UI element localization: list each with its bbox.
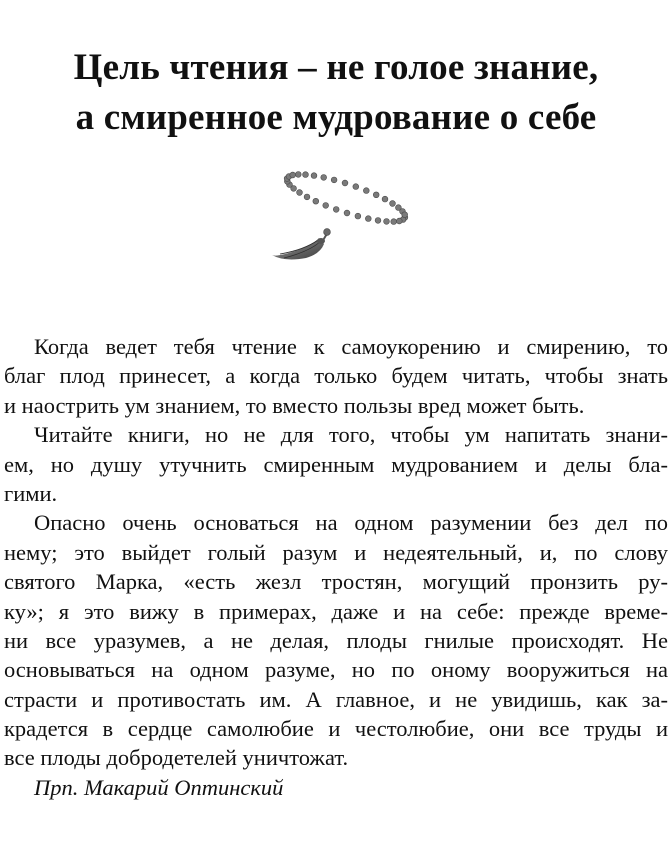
- text-line: основываться на одном разуме, но по оному вооружиться на: [4, 657, 668, 683]
- bead: [323, 203, 329, 209]
- bead: [391, 219, 397, 225]
- bead: [303, 172, 309, 178]
- text-line: и наострить ум знанием, то вместо пользы вред может быть.: [4, 392, 585, 418]
- title-line-2: а смиренное мудрование о себе: [75, 97, 597, 138]
- bead: [363, 188, 369, 194]
- text-line: ем, но душу утучнить смиренным мудрованием и делы бла-: [4, 451, 668, 477]
- prayer-beads-icon: [262, 160, 412, 275]
- text-line: благ плод принесет, а когда только будем читать, чтобы знать: [4, 363, 668, 389]
- bead: [355, 213, 361, 219]
- text-line: все плоды добродетелей уничтожат.: [4, 745, 349, 771]
- bead: [304, 194, 310, 200]
- bead: [321, 175, 327, 181]
- bead: [333, 207, 339, 213]
- bead: [402, 212, 408, 218]
- text-line: святого Марка, «есть жезл тростян, могущий пронзить ру-: [4, 569, 668, 595]
- bead: [396, 218, 402, 224]
- bead: [365, 216, 371, 222]
- text-line: ку»; я это вижу в примерах, даже и на себе: прежде време-: [4, 598, 668, 624]
- paragraph-1: [4, 332, 668, 420]
- bead: [390, 201, 396, 207]
- text-line: Когда ведет тебя чтение к самоукорению и смирению, то: [34, 334, 668, 359]
- bead: [373, 192, 379, 198]
- text-line: Опасно очень основаться на одном разумении без дел по: [34, 510, 668, 536]
- bead: [384, 219, 390, 225]
- bead: [382, 196, 388, 202]
- bead: [375, 218, 381, 224]
- bead: [331, 177, 337, 183]
- page-title: [0, 43, 672, 143]
- body-text: [4, 332, 668, 802]
- bead: [295, 172, 301, 178]
- bead: [297, 190, 303, 196]
- author-signature: Прп. Макарий Оптинский: [34, 774, 284, 800]
- text-line: ни все уразумев, а не делая, плоды гнилые происходят. Не: [4, 627, 668, 653]
- title-line-1: Цель чтения – не голое знание,: [73, 47, 599, 88]
- paragraph-2: [4, 420, 668, 508]
- text-line: Читайте книги, но не для того, чтобы ум напитать знани-: [34, 422, 668, 448]
- bead: [342, 180, 348, 186]
- bead: [353, 184, 359, 190]
- bead: [344, 210, 350, 216]
- bead: [290, 172, 296, 178]
- text-line: гими.: [4, 480, 58, 506]
- bead: [313, 198, 319, 204]
- text-line: нему; это выйдет голый разум и недеятельный, и, по слову: [4, 539, 668, 565]
- text-line: страсти и противостать им. А главное, и не увидишь, как за-: [4, 686, 668, 712]
- text-line: крадется в сердце самолюбие и честолюбие, они все труды и: [4, 716, 668, 742]
- bead: [311, 173, 317, 179]
- paragraph-3: [4, 508, 668, 773]
